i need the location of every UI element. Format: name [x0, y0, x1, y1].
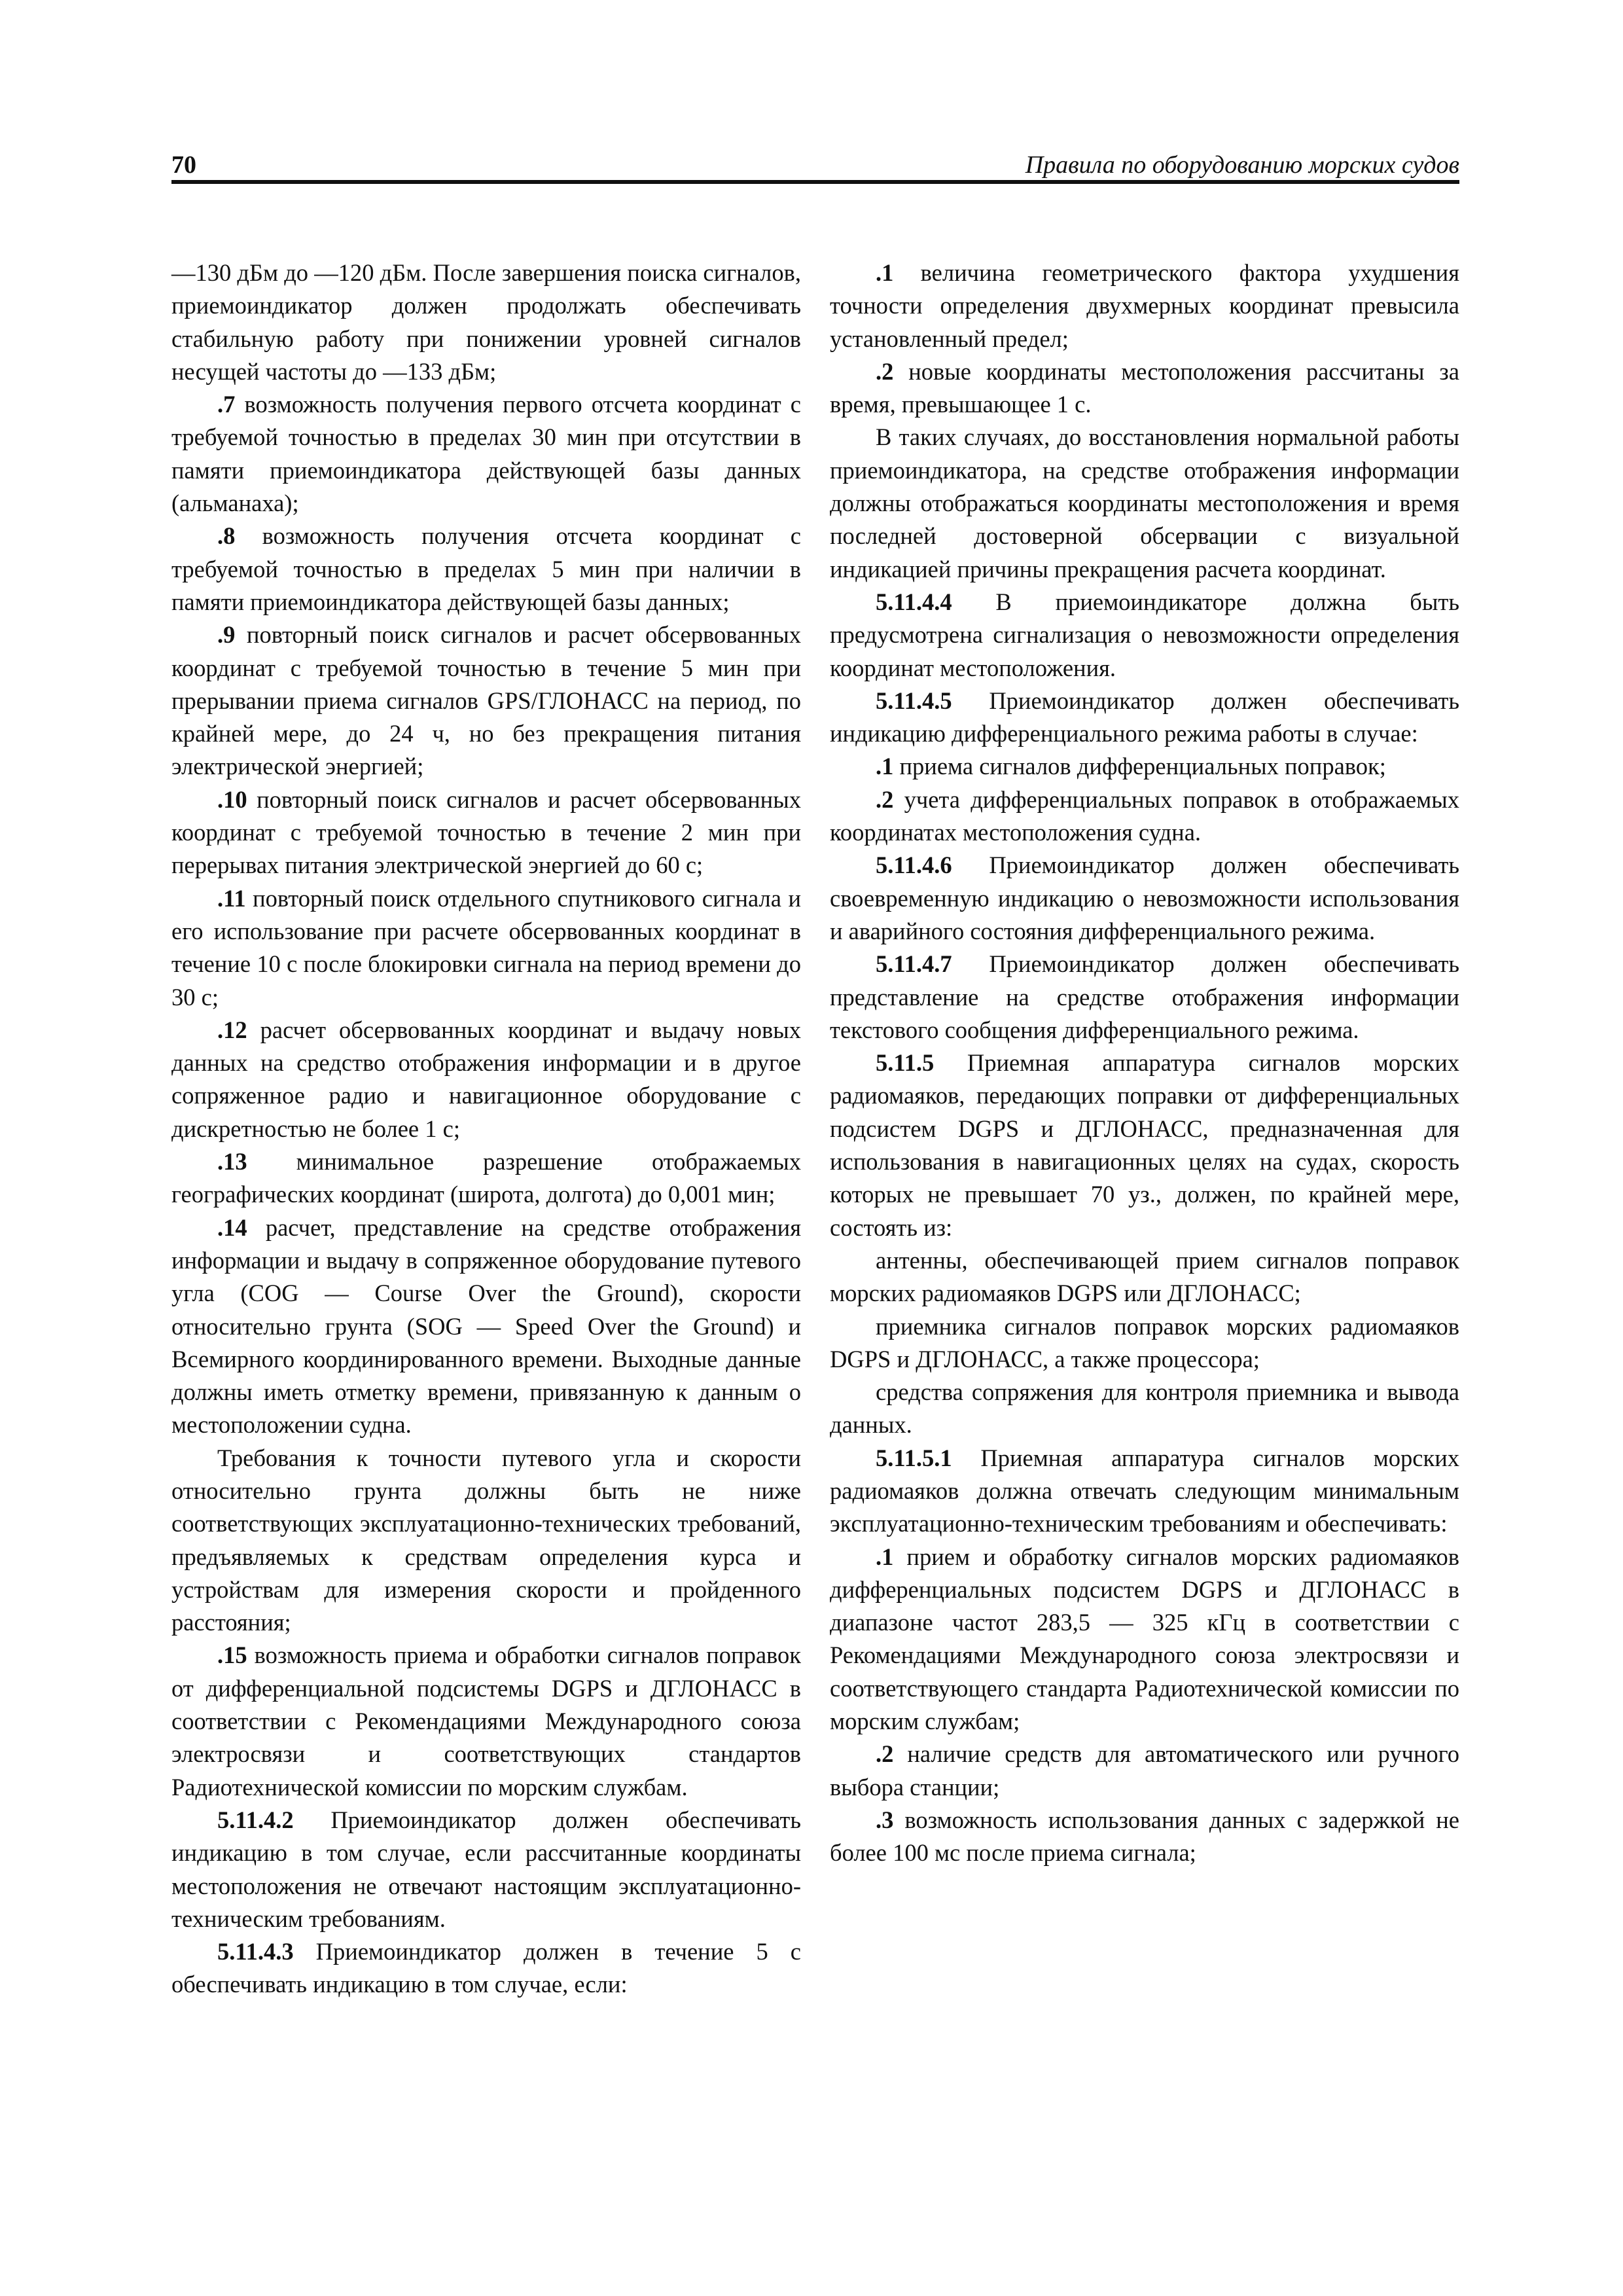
- item-number: .12: [217, 1016, 247, 1043]
- item-number: .1: [876, 753, 894, 780]
- header-rule: [171, 180, 1459, 184]
- item-number: .1: [876, 1543, 894, 1570]
- paragraph: [830, 257, 1459, 355]
- item-number: .9: [217, 621, 236, 649]
- paragraph: [830, 1804, 1459, 1870]
- item-number: 5.11.4.7: [876, 950, 952, 978]
- item-number: 5.11.4.4: [876, 588, 952, 615]
- paragraph-text: учета дифференциальных поправок в отображаемых координатах местоположения судна.: [830, 785, 1459, 846]
- paragraph-text: повторный поиск отдельного спутникового сигнала и его использование при расчете обсервованных координат в течение 10 с после блокировки сигнала на период времени до 30 с;: [171, 884, 801, 1011]
- paragraph: [830, 685, 1459, 751]
- page-header: [171, 145, 1459, 183]
- paragraph: [171, 619, 801, 783]
- paragraph-text: расчет, представление на средстве отображения информации и выдачу в сопряженное оборудование путевого угла (COG — Course Over the Ground), скорости относительно грунта (SOG — Speed Over the Ground) и Всемирного координированного времени. Выходные данные должны иметь отметку времени, привязанную к данным о местоположении судна.: [171, 1213, 801, 1439]
- paragraph: [171, 1639, 801, 1803]
- paragraph-text: Приемоиндикатор должен обеспечивать индикацию дифференциального режима работы в случае:: [830, 687, 1459, 747]
- paragraph-text: возможность приема и обработки сигналов поправок от дифференциальной подсистемы DGPS и ДГЛОНАСС в соответствии с Рекомендациями Международного союза электросвязи и соответствующих стандартов Радиотехнической комиссии по морским службам.: [171, 1641, 801, 1801]
- paragraph: [830, 750, 1459, 783]
- paragraph-text: возможность получения отсчета координат с требуемой точностью в пределах 5 мин при наличии в памяти приемоиндикатора действующей базы данных;: [171, 522, 801, 615]
- paragraph: [171, 520, 801, 619]
- paragraph: [830, 586, 1459, 685]
- paragraph-text: Приемоиндикатор должен в течение 5 с обеспечивать индикацию в том случае, если:: [171, 1938, 801, 1998]
- paragraph: [830, 421, 1459, 585]
- paragraph-text: Приемоиндикатор должен обеспечивать представление на средстве отображения информации текстового сообщения дифференциального режима.: [830, 950, 1459, 1043]
- paragraph-text: новые координаты местоположения рассчитаны за время, превышающее 1 с.: [830, 357, 1459, 418]
- paragraph-text: Требования к точности путевого угла и скорости относительно грунта должны быть не ниже соответствующих эксплуатационно-технических требований, предъявляемых к средствам определения курса и устройствам для измерения скорости и пройденного расстояния;: [171, 1444, 801, 1636]
- paragraph: [830, 1738, 1459, 1804]
- item-number: 5.11.4.5: [876, 687, 952, 714]
- paragraph-text: повторный поиск сигналов и расчет обсервованных координат с требуемой точностью в течение 5 мин при прерывании приема сигналов GPS/ГЛОНАСС на период, по крайней мере, до 24 ч, но без прекращения питания электрической энергией;: [171, 621, 801, 780]
- item-number: 5.11.4.6: [876, 852, 952, 879]
- item-number: .7: [217, 391, 236, 418]
- item-number: 5.11.4.2: [217, 1806, 294, 1833]
- paragraph-text: Приемная аппаратура сигналов морских радиомаяков должна отвечать следующим минимальным эксплуатационно-техническим требованиям и обеспечивать:: [830, 1444, 1459, 1537]
- paragraph: [171, 257, 801, 388]
- paragraph-text: Приемная аппаратура сигналов морских радиомаяков, передающих поправки от дифференциальных подсистем DGPS и ДГЛОНАСС, предназначенная для использования в навигационных целях на судах, скорость которых не превышает 70 уз., должен, по крайней мере, состоять из:: [830, 1049, 1459, 1241]
- paragraph: [830, 948, 1459, 1047]
- item-number: .11: [217, 884, 246, 912]
- paragraph-text: приемника сигналов поправок морских радиомаяков DGPS и ДГЛОНАСС, а также процессора;: [830, 1312, 1459, 1372]
- paragraph-text: прием и обработку сигналов морских радиомаяков дифференциальных подсистем DGPS и ДГЛОНАСС в диапазоне частот 283,5 — 325 кГц в соответствии с Рекомендациями Международного союза электросвязи и соответствующего стандарта Радиотехнической комиссии по морским службам;: [830, 1543, 1459, 1735]
- paragraph: [171, 388, 801, 520]
- paragraph: [171, 882, 801, 1014]
- paragraph-text: Приемоиндикатор должен обеспечивать своевременную индикацию о невозможности использования и аварийного состояния дифференциального режима.: [830, 852, 1459, 944]
- item-number: .3: [876, 1806, 894, 1833]
- paragraph-text: В таких случаях, до восстановления нормальной работы приемоиндикатора, на средстве отображения информации должны отображаться координаты местоположения и время последней достоверной обсервации с визуальной индикацией причины прекращения расчета координат.: [830, 423, 1459, 583]
- item-number: .2: [876, 357, 894, 385]
- paragraph: [171, 1442, 801, 1640]
- paragraph-text: возможность использования данных с задержкой не более 100 мс после приема сигнала;: [830, 1806, 1459, 1867]
- paragraph-text: антенны, обеспечивающей прием сигналов поправок морских радиомаяков DGPS или ДГЛОНАСС;: [830, 1246, 1459, 1307]
- item-number: 5.11.4.3: [217, 1938, 294, 1965]
- paragraph: [830, 1310, 1459, 1376]
- paragraph: [171, 1211, 801, 1442]
- item-number: .2: [876, 785, 894, 813]
- paragraph: [171, 1014, 801, 1145]
- paragraph-text: минимальное разрешение отображаемых географических координат (широта, долгота) до 0,001 мин;: [171, 1148, 801, 1208]
- paragraph: [171, 783, 801, 882]
- paragraph: [171, 1804, 801, 1935]
- paragraph-text: возможность получения первого отсчета координат с требуемой точностью в пределах 30 мин при отсутствии в памяти приемоиндикатора действующей базы данных (альманаха);: [171, 391, 801, 517]
- paragraph: [830, 355, 1459, 422]
- item-number: 5.11.5.1: [876, 1444, 952, 1471]
- item-number: .14: [217, 1213, 247, 1241]
- item-number: .1: [876, 259, 894, 286]
- item-number: .8: [217, 522, 236, 550]
- paragraph-text: —130 дБм до —120 дБм. После завершения поиска сигналов, приемоиндикатор должен продолжать обеспечивать стабильную работу при понижении уровней сигналов несущей частоты до —133 дБм;: [171, 259, 801, 385]
- item-number: .2: [876, 1740, 894, 1768]
- paragraph-text: расчет обсервованных координат и выдачу новых данных на средство отображения информации и в другое сопряженное радио и навигационное оборудование с дискретностью не более 1 с;: [171, 1016, 801, 1142]
- paragraph: [830, 1244, 1459, 1310]
- item-number: 5.11.5: [876, 1049, 935, 1077]
- paragraph: [830, 1376, 1459, 1442]
- right-column: [830, 257, 1459, 1870]
- paragraph-text: В приемоиндикаторе должна быть предусмотрена сигнализация о невозможности определения координат местоположения.: [830, 588, 1459, 681]
- paragraph: [830, 849, 1459, 948]
- item-number: .15: [217, 1641, 247, 1669]
- left-column: [171, 257, 801, 2001]
- item-number: .10: [217, 785, 247, 813]
- paragraph: [830, 783, 1459, 850]
- paragraph: [171, 1145, 801, 1211]
- running-title: Правила по оборудованию морских судов: [1025, 151, 1459, 179]
- paragraph-text: Приемоиндикатор должен обеспечивать индикацию в том случае, если рассчитанные координаты местоположения не отвечают настоящим эксплуатационно-техническим требованиям.: [171, 1806, 801, 1932]
- paragraph-text: наличие средств для автоматического или ручного выбора станции;: [830, 1740, 1459, 1801]
- paragraph-text: средства сопряжения для контроля приемника и вывода данных.: [830, 1378, 1459, 1439]
- paragraph-text: повторный поиск сигналов и расчет обсервованных координат с требуемой точностью в течение 2 мин при перерывах питания электрической энергией до 60 с;: [171, 785, 801, 879]
- paragraph-text: величина геометрического фактора ухудшения точности определения двухмерных координат превысила установленный предел;: [830, 259, 1459, 352]
- paragraph-text: приема сигналов дифференциальных поправок;: [893, 753, 1386, 780]
- paragraph: [830, 1541, 1459, 1738]
- paragraph: [171, 1935, 801, 2001]
- paragraph: [830, 1047, 1459, 1244]
- item-number: .13: [217, 1148, 247, 1175]
- paragraph: [830, 1442, 1459, 1541]
- page-number: 70: [171, 151, 196, 179]
